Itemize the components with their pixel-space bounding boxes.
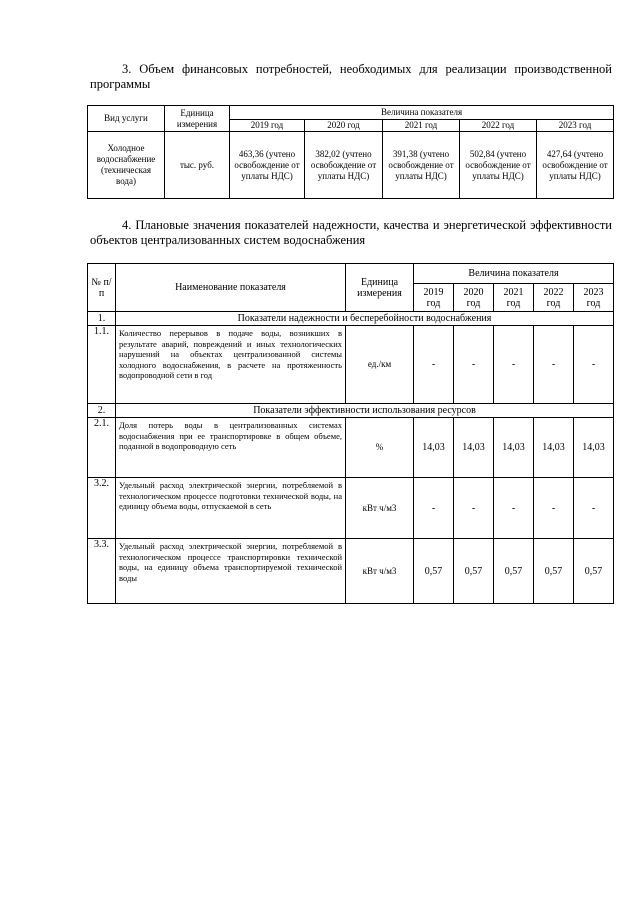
indicators-table (87, 263, 614, 604)
year-header: 2023 год (574, 284, 614, 312)
year-header: 2020 год (305, 120, 383, 132)
indicator-value: 14,03 (454, 418, 494, 478)
header-service: Вид услуги (88, 106, 165, 132)
indicator-name: Удельный расход электрической энергии, потребляемой в технологическом процессе транспортировки технической воды, на единицу объема транспортируемой технической воды (116, 539, 346, 604)
header-unit: Единица измерения (165, 106, 230, 132)
group-number: 2. (88, 404, 116, 418)
indicator-value: - (534, 326, 574, 404)
year-header: 2022 год (534, 284, 574, 312)
year-header: 2019 год (230, 120, 305, 132)
indicator-value: 14,03 (574, 418, 614, 478)
row-number: 2.1. (88, 418, 116, 478)
indicator-value: 0,57 (494, 539, 534, 604)
header-unit: Единица измерения (346, 264, 414, 312)
indicator-value: - (534, 478, 574, 539)
section4-heading: 4. Плановые значения показателей надежности, качества и энергетической эффективности объектов централизованных систем водоснабжения (90, 218, 612, 247)
year-header: 2023 год (537, 120, 614, 132)
indicator-unit: % (346, 418, 414, 478)
row-number: 3.3. (88, 539, 116, 604)
indicator-value: - (414, 478, 454, 539)
indicator-value: - (574, 326, 614, 404)
group-title: Показатели эффективности использования ресурсов (116, 404, 614, 418)
indicator-value: - (574, 478, 614, 539)
section3-heading: 3. Объем финансовых потребностей, необходимых для реализации производственной программы (90, 62, 612, 91)
year-header: 2022 год (460, 120, 537, 132)
service-cell: Холодное водоснабжение (техническая вода) (88, 132, 165, 199)
indicator-value: - (454, 326, 494, 404)
indicator-value: - (494, 478, 534, 539)
indicator-unit: кВт ч/м3 (346, 478, 414, 539)
indicator-name: Доля потерь воды в централизованных системах водоснабжения при ее транспортировке в общем объеме, поданной в водопроводную сеть (116, 418, 346, 478)
indicator-name: Удельный расход электрической энергии, потребляемой в технологическом процессе подготовки технической воды, на единицу объема воды, отпускаемой в сеть (116, 478, 346, 539)
value-cell: 382,02 (учтено освобождение от уплаты НДС) (305, 132, 383, 199)
indicator-value: 0,57 (454, 539, 494, 604)
header-name: Наименование показателя (116, 264, 346, 312)
header-value: Величина показателя (230, 106, 614, 120)
indicator-value: - (494, 326, 534, 404)
value-cell: 463,36 (учтено освобождение от уплаты НДС) (230, 132, 305, 199)
row-number: 3.2. (88, 478, 116, 539)
indicator-name: Количество перерывов в подаче воды, возникших в результате аварий, повреждений и иных технологических нарушений на объектах централизованной системы холодного водоснабжения, в расчете на протяженность водопроводной сети в год (116, 326, 346, 404)
year-header: 2021 год (494, 284, 534, 312)
header-no: № п/п (88, 264, 116, 312)
unit-cell: тыс. руб. (165, 132, 230, 199)
value-cell: 427,64 (учтено освобождение от уплаты НДС) (537, 132, 614, 199)
indicator-value: - (454, 478, 494, 539)
indicator-value: 0,57 (574, 539, 614, 604)
year-header: 2019 год (414, 284, 454, 312)
value-cell: 391,38 (учтено освобождение от уплаты НДС) (383, 132, 460, 199)
year-header: 2021 год (383, 120, 460, 132)
financial-needs-table (87, 105, 614, 199)
indicator-value: 14,03 (414, 418, 454, 478)
indicator-value: 14,03 (494, 418, 534, 478)
header-value: Величина показателя (414, 264, 614, 284)
year-header: 2020 год (454, 284, 494, 312)
group-title: Показатели надежности и бесперебойности водоснабжения (116, 312, 614, 326)
indicator-unit: кВт ч/м3 (346, 539, 414, 604)
indicator-value: 0,57 (534, 539, 574, 604)
group-number: 1. (88, 312, 116, 326)
indicator-value: - (414, 326, 454, 404)
value-cell: 502,84 (учтено освобождение от уплаты НДС) (460, 132, 537, 199)
indicator-unit: ед./км (346, 326, 414, 404)
indicator-value: 14,03 (534, 418, 574, 478)
indicator-value: 0,57 (414, 539, 454, 604)
row-number: 1.1. (88, 326, 116, 404)
